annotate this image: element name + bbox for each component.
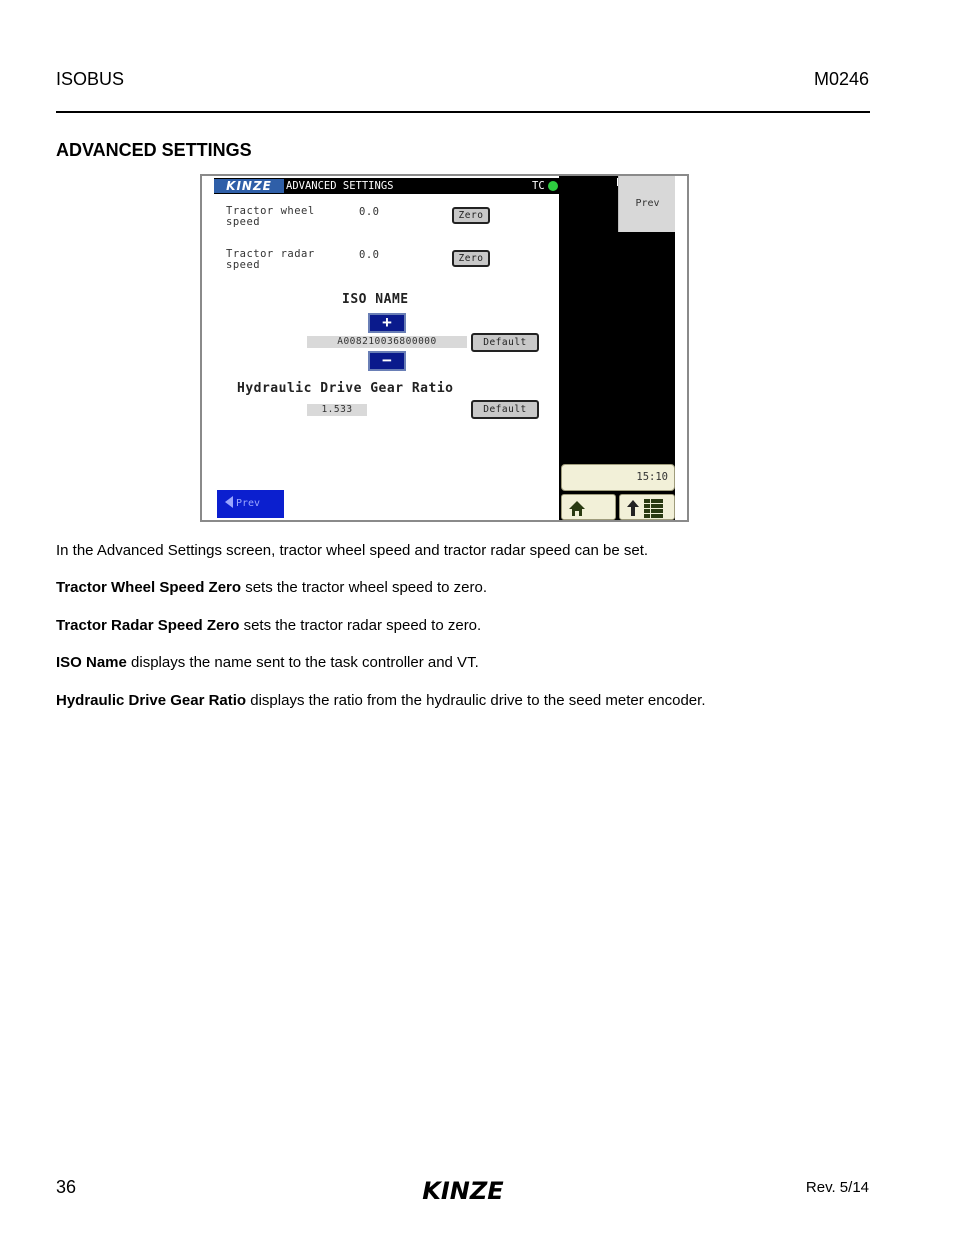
wheel-zero-description: sets the tractor wheel speed to zero. bbox=[241, 579, 488, 596]
iso-name-term: ISO Name bbox=[56, 654, 127, 671]
radar-speed-value: 0.0 bbox=[359, 249, 380, 261]
home-button[interactable] bbox=[561, 494, 616, 520]
gear-ratio-heading: Hydraulic Drive Gear Ratio bbox=[237, 381, 454, 396]
radar-zero-paragraph bbox=[56, 617, 481, 635]
screen-title: ADVANCED SETTINGS bbox=[286, 180, 394, 192]
iso-name-value: A008210036800000 bbox=[307, 336, 467, 348]
kinze-footer-logo-text: KINZE bbox=[422, 1177, 504, 1205]
page-number: 36 bbox=[56, 1177, 77, 1197]
gear-ratio-default-button[interactable]: Default bbox=[471, 400, 539, 419]
gear-ratio-term: Hydraulic Drive Gear Ratio bbox=[56, 692, 247, 709]
softkey-panel bbox=[559, 176, 675, 520]
screen-title-bar bbox=[214, 178, 559, 194]
iso-name-increment-button[interactable]: + bbox=[368, 313, 406, 333]
softkey-prev-button[interactable]: Prev bbox=[618, 176, 676, 232]
wheel-speed-zero-button[interactable]: Zero bbox=[452, 207, 490, 224]
wheel-speed-label-line2: speed bbox=[226, 216, 261, 228]
home-icon bbox=[562, 495, 617, 521]
screen-right-margin bbox=[675, 176, 687, 520]
radar-zero-term: Tractor Radar Speed Zero bbox=[56, 617, 240, 634]
gear-ratio-paragraph bbox=[56, 692, 705, 710]
advanced-settings-screenshot bbox=[200, 174, 689, 522]
gear-ratio-value: 1.533 bbox=[307, 404, 367, 416]
wheel-zero-term: Tractor Wheel Speed Zero bbox=[56, 579, 242, 596]
radar-speed-label-line1: Tractor radar bbox=[226, 248, 315, 260]
revision-label: Rev. 5/14 bbox=[805, 1179, 869, 1196]
up-menu-button[interactable] bbox=[619, 494, 675, 520]
tc-label: TC bbox=[532, 180, 545, 192]
radar-speed-label-line2: speed bbox=[226, 259, 261, 271]
iso-name-description: displays the name sent to the task controller and VT. bbox=[126, 654, 479, 671]
header-rule bbox=[56, 111, 870, 113]
left-arrow-icon bbox=[225, 496, 233, 508]
gear-ratio-description: displays the ratio from the hydraulic drive to the seed meter encoder. bbox=[246, 692, 706, 709]
iso-name-heading: ISO NAME bbox=[342, 292, 409, 307]
kinze-footer-logo bbox=[404, 1177, 522, 1205]
intro-paragraph: In the Advanced Settings screen, tractor wheel speed and tractor radar speed can be set. bbox=[56, 542, 649, 559]
iso-name-decrement-button[interactable]: − bbox=[368, 351, 406, 371]
radar-zero-description: sets the tractor radar speed to zero. bbox=[239, 617, 482, 634]
screen-prev-button[interactable] bbox=[217, 490, 284, 518]
kinze-logo: KINZE bbox=[214, 179, 284, 193]
wheel-zero-paragraph bbox=[56, 579, 487, 597]
clock-display: 15:10 bbox=[561, 464, 675, 491]
header-document-number: M0246 bbox=[813, 69, 869, 89]
tc-status-indicator bbox=[548, 181, 558, 191]
iso-name-default-button[interactable]: Default bbox=[471, 333, 539, 352]
wheel-speed-label-line1: Tractor wheel bbox=[226, 205, 315, 217]
wheel-speed-label bbox=[226, 206, 315, 228]
radar-speed-zero-button[interactable]: Zero bbox=[452, 250, 490, 267]
up-arrow-icon bbox=[620, 495, 676, 521]
grid-icon bbox=[644, 499, 663, 518]
iso-name-paragraph bbox=[56, 654, 479, 672]
screen-prev-label: Prev bbox=[236, 498, 261, 509]
radar-speed-label bbox=[226, 249, 315, 271]
section-title: ADVANCED SETTINGS bbox=[56, 140, 252, 160]
screen-main-area bbox=[202, 176, 559, 520]
wheel-speed-value: 0.0 bbox=[359, 206, 380, 218]
header-section-label: ISOBUS bbox=[56, 69, 125, 89]
